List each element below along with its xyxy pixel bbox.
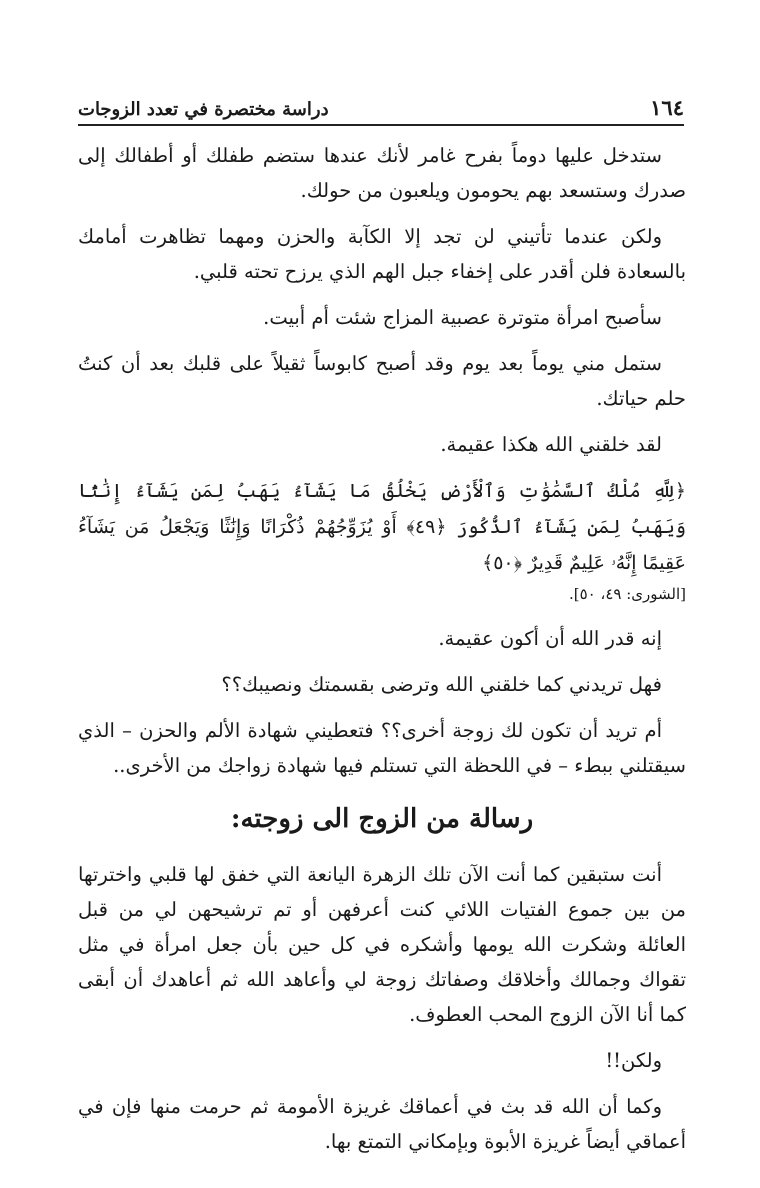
paragraph: ولكن!! [605, 1049, 662, 1072]
paragraph: أم تريد أن تكون لك زوجة أخرى؟؟ فتعطيني شهادة الألم والحزن – الذي سيقتلني ببطء – في اللحظة التي تستلم فيها شهادة زواجك من الأخرى.. [78, 719, 686, 777]
page-number: ١٦٤ [650, 95, 684, 120]
paragraph: أنت ستبقين كما أنت الآن تلك الزهرة اليانعة التي خفق لها قلبي واخترتها من بين جموع الفتيات اللائي كنت أعرفهن أو تم ترشيحهن لي من قبل العائلة وشكرت الله يومها وأشكره في كل حين بأن جعل امرأة في مثل تقواك وجمالك وأخلاقك وصفاتك زوجة لي وأعاهد الله ثم أعاهدك أن أبقى كما أنا الآن الزوج المحب العطوف. [78, 863, 686, 1026]
paragraph: ولكن عندما تأتيني لن تجد إلا الكآبة والحزن ومهما تظاهرت أمامك بالسعادة فلن أقدر على إخفاء جبل الهم الذي يرزح تحته قلبي. [78, 225, 686, 283]
page-header [78, 88, 684, 126]
paragraph: فهل تريدني كما خلقني الله وترضى بقسمتك ونصيبك؟؟ [221, 673, 662, 696]
paragraph: ستمل مني يوماً بعد يوم وقد أصبح كابوساً ثقيلاً على قلبك بعد أن كنتُ حلم حياتك. [78, 352, 686, 410]
running-title: دراسة مختصرة في تعدد الزوجات [78, 99, 329, 120]
paragraph: إنه قدر الله أن أكون عقيمة. [438, 627, 662, 650]
paragraph: ستدخل عليها دوماً بفرح غامر لأنك عندها ستضم طفلك أو أطفالك إلى صدرك وستسعد بهم يحومون ويلعبون من حولك. [78, 144, 686, 202]
page-body [78, 138, 686, 1170]
paragraph: لقد خلقني الله هكذا عقيمة. [440, 433, 662, 456]
quran-reference: [الشورى: ٤٩، ٥٠]. [568, 585, 686, 603]
section-heading: رسالة من الزوج الى زوجته: [230, 804, 534, 834]
paragraph: سأصبح امرأة متوترة عصبية المزاج شئت أم أبيت. [263, 306, 662, 329]
paragraph: وكما أن الله قد بث في أعماقك غريزة الأمومة ثم حرمت منها فإن في أعماقي أيضاً غريزة الأبوة وبإمكاني التمتع بها. [78, 1095, 686, 1153]
quran-verse: ﴿لِلَّهِ مُلْكُ ٱلسَّمَٰوَٰتِ وَٱلْأَرْضِ يَخْلُقُ مَا يَشَآءُ يَهَبُ لِمَن يَشَآءُ إِنَٰثًا وَيَهَبُ لِمَن يَشَآءُ ٱلذُّكُورَ ﴿٤٩﴾ أَوْ يُزَوِّجُهُمْ ذُكْرَانًا وَإِنَٰثًا وَيَجْعَلُ مَن يَشَآءُ عَقِيمًا إِنَّهُۥ عَلِيمٌ قَدِيرٌ ﴿٥٠﴾ [78, 480, 686, 574]
